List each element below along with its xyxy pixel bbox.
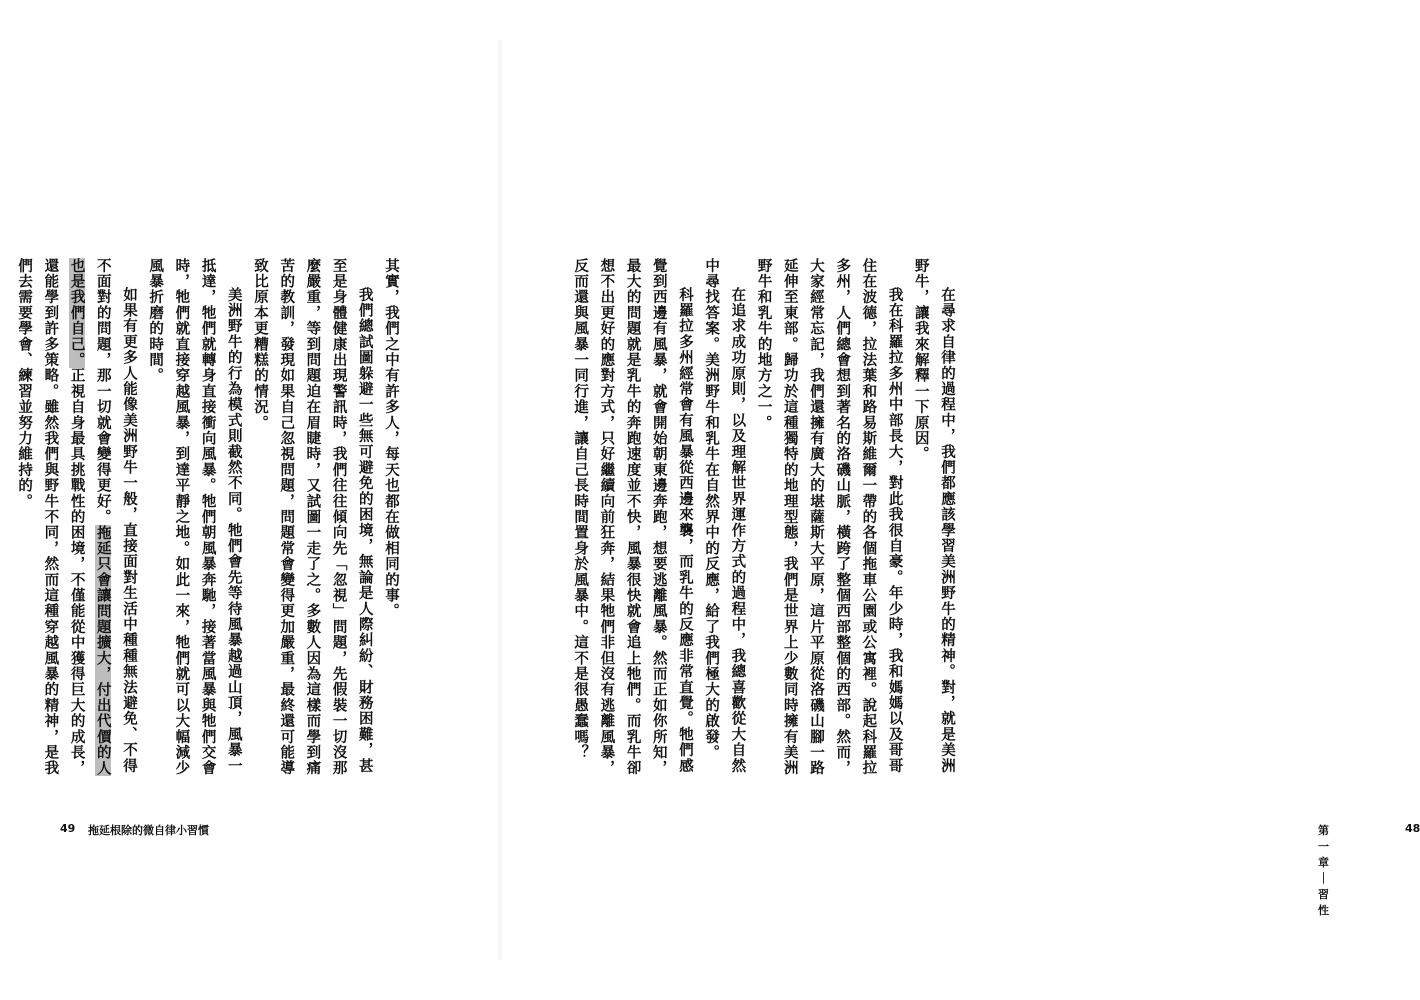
right-body-text [572, 258, 960, 778]
running-title-right: 第一章｜習性 [1318, 824, 1329, 917]
page-number-left: 49 [60, 822, 76, 835]
paragraph: 其實，我們之中有許多人，每天也都在做相同的事。 [383, 258, 399, 620]
paragraph: 我們總試圖躲避一些無可避免的困境，無論是人際糾紛、財務困難，甚至是身體健康出現警訊時，我們往往傾向先「忽視」問題，先假裝一切沒那麼嚴重，等到問題迫在眉睫時，又試圖一走了之。多數人因為這樣而學到痛苦的教訓，發現如果自己忽視問題，問題常會變得更加嚴重，最終還可能導致比原本更糟糕的情況。 [251, 258, 373, 777]
paragraph-tail: 正視自身最具挑戰性的困境，不僅能從中獲得巨大的成長，還能學到許多策略。雖然我們與野牛不同，然而這種穿越風暴的精神，是我們去需要學會、練習並努力維持的。 [16, 258, 85, 777]
paragraph [11, 258, 142, 778]
paragraph: 科羅拉多州經常會有風暴從西邊來襲，而乳牛的反應非常直覺。牠們感覺到西邊有風暴，就會開始朝東邊奔跑，想要逃離風暴。然而正如你所知，最大的問題就是乳牛的奔跑速度並不快，風暴很快就會追上牠們。而乳牛卻想不出更好的應對方式，只好繼續向前狂奔，結果牠們非但沒有逃離風暴，反而還與風暴一同行進，讓自己長時間置身於風暴中。這不是很愚蠢嗎？ [572, 258, 693, 777]
paragraph: 美洲野牛的行為模式則截然不同。牠們會先等待風暴越過山頂，風暴一抵達，牠們就轉身直接衝向風暴。牠們朝風暴奔馳，接著當風暴與牠們交會時，牠們就直接穿越風暴，到達平靜之地。如此一來，牠們就可以大幅減少風暴折磨的時間。 [147, 258, 242, 777]
left-page [0, 0, 500, 1000]
paragraph: 在追求成功原則，以及理解世界運作方式的過程中，我總喜歡從大自然中尋找答案。美洲野牛和乳牛在自然界中的反應，給了我們極大的啟發。 [703, 258, 746, 774]
left-body-text [16, 258, 404, 778]
running-title-left: 拖延根除的微自律小習慣 [88, 824, 209, 837]
paragraph: 我在科羅拉多州中部長大，對此我很自豪。年少時，我和媽媽以及哥哥住在波德，拉法葉和路易斯維爾一帶的各個拖車公園或公寓裡。說起科羅拉多州，人們總會想到著名的洛磯山脈，橫跨了整個西部整個的西部。然而，大家經常忘記，我們還擁有廣大的堪薩斯大平原，這片平原從洛磯山腳一路延伸至東部。歸功於這種獨特的地理型態，我們是世界上少數同時擁有美洲野牛和乳牛的地方之一。 [755, 258, 903, 777]
paragraph: 在尋求自律的過程中，我們都應該學習美洲野牛的精神。對，就是美洲野牛，讓我來解釋一下原因。 [912, 258, 955, 774]
highlighted-sentence: 拖延只會讓問題擴大，付出代價的人也是我們自己。 [68, 258, 111, 777]
right-page [500, 0, 1420, 1000]
paragraph-lead: 如果有更多人能像美洲野牛一般，直接面對生活中種種無法避免、不得不面對的問題，那一切就會變得更好。 [94, 258, 137, 774]
page-number-right: 48 [1405, 822, 1420, 835]
